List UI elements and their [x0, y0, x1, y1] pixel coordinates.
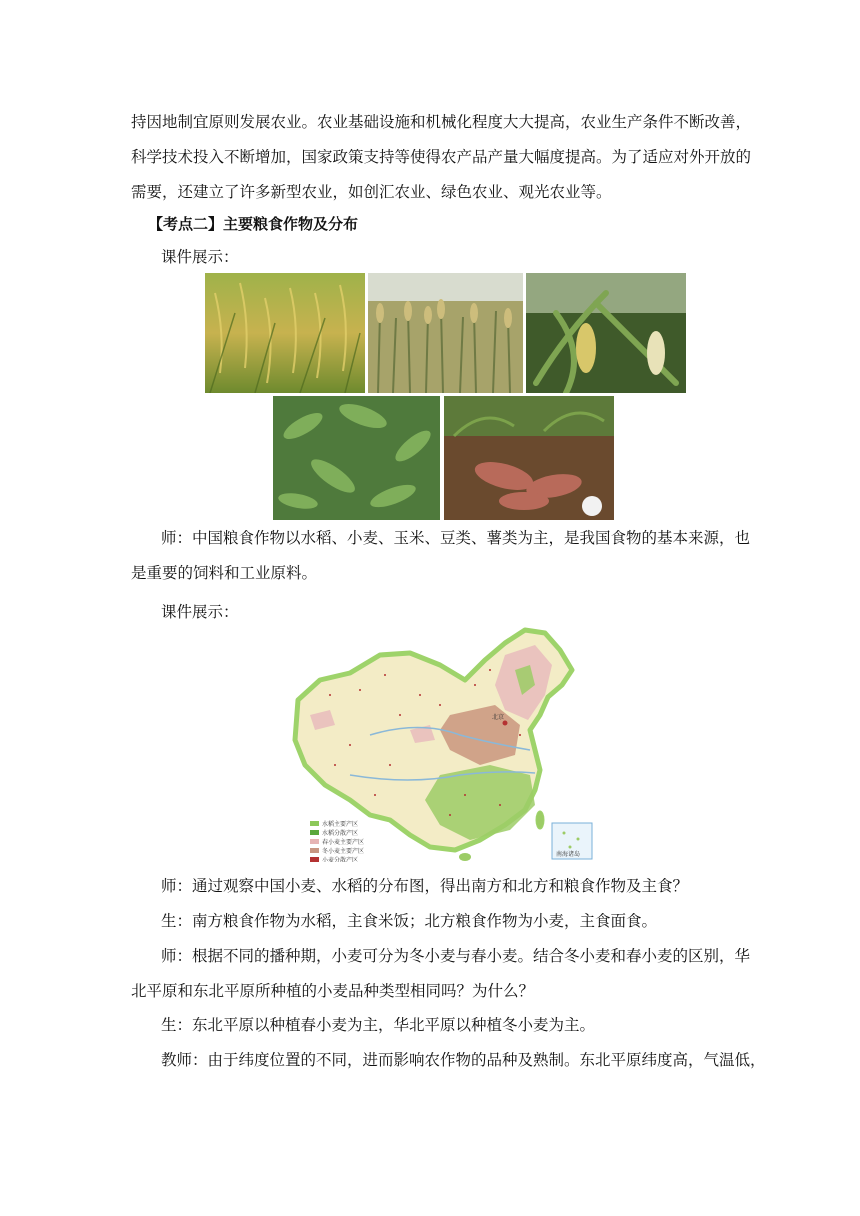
legend-swatch [310, 857, 319, 862]
rice-photo [205, 273, 365, 393]
wheat-photo [368, 273, 523, 393]
legend-label: 水稻主要产区 [322, 821, 359, 828]
paragraph-line: 生：南方粮食作物为水稻，主食米饭；北方粮食作物为小麦，主食面食。 [161, 912, 658, 930]
courseware-label: 课件展示： [161, 248, 239, 266]
legend-label: 水稻分散产区 [322, 830, 359, 837]
china-crop-distribution-map [290, 625, 602, 862]
paragraph-line: 持因地制宜原则发展农业。农业基础设施和机械化程度大大提高，农业生产条件不断改善， [131, 113, 752, 131]
legend-swatch [310, 848, 319, 853]
legend-label: 春小麦主要产区 [322, 839, 365, 846]
paragraph-line: 教师：由于纬度位置的不同，进而影响农作物的品种及熟制。东北平原纬度高，气温低， [161, 1051, 766, 1069]
section-heading: 【考点二】主要粮食作物及分布 [148, 215, 359, 233]
legend-label: 小麦分散产区 [322, 857, 359, 862]
paragraph-line: 是重要的饲料和工业原料。 [131, 564, 318, 582]
courseware-label: 课件展示： [161, 603, 239, 621]
paragraph-line: 生：东北平原以种植春小麦为主，华北平原以种植冬小麦为主。 [161, 1016, 596, 1034]
legend-swatch [310, 830, 319, 835]
paragraph-line: 师：中国粮食作物以水稻、小麦、玉米、豆类、薯类为主，是我国食物的基本来源，也 [161, 529, 751, 547]
paragraph-line: 师：通过观察中国小麦、水稻的分布图，得出南方和北方和粮食作物及主食？ [161, 877, 689, 895]
sweet-potato-photo [444, 396, 614, 520]
paragraph-line: 师：根据不同的播种期，小麦可分为冬小麦与春小麦。结合冬小麦和春小麦的区别，华 [161, 947, 751, 965]
map-legend [310, 820, 364, 862]
legend-swatch [310, 839, 319, 844]
legend-label: 冬小麦主要产区 [322, 848, 365, 855]
legend-swatch [310, 821, 319, 826]
paragraph-line: 科学技术投入不断增加，国家政策支持等使得农产品产量大幅度提高。为了适应对外开放的 [131, 148, 752, 166]
inset-label: 南海诸岛 [556, 851, 581, 858]
bean-photo [273, 396, 440, 520]
paragraph-line: 需要，还建立了许多新型农业，如创汇农业、绿色农业、观光农业等。 [131, 183, 612, 201]
paragraph-line: 北平原和东北平原所种植的小麦品种类型相同吗？为什么？ [131, 982, 535, 1000]
corn-photo [526, 273, 686, 393]
capital-label: 北京 [492, 714, 505, 721]
